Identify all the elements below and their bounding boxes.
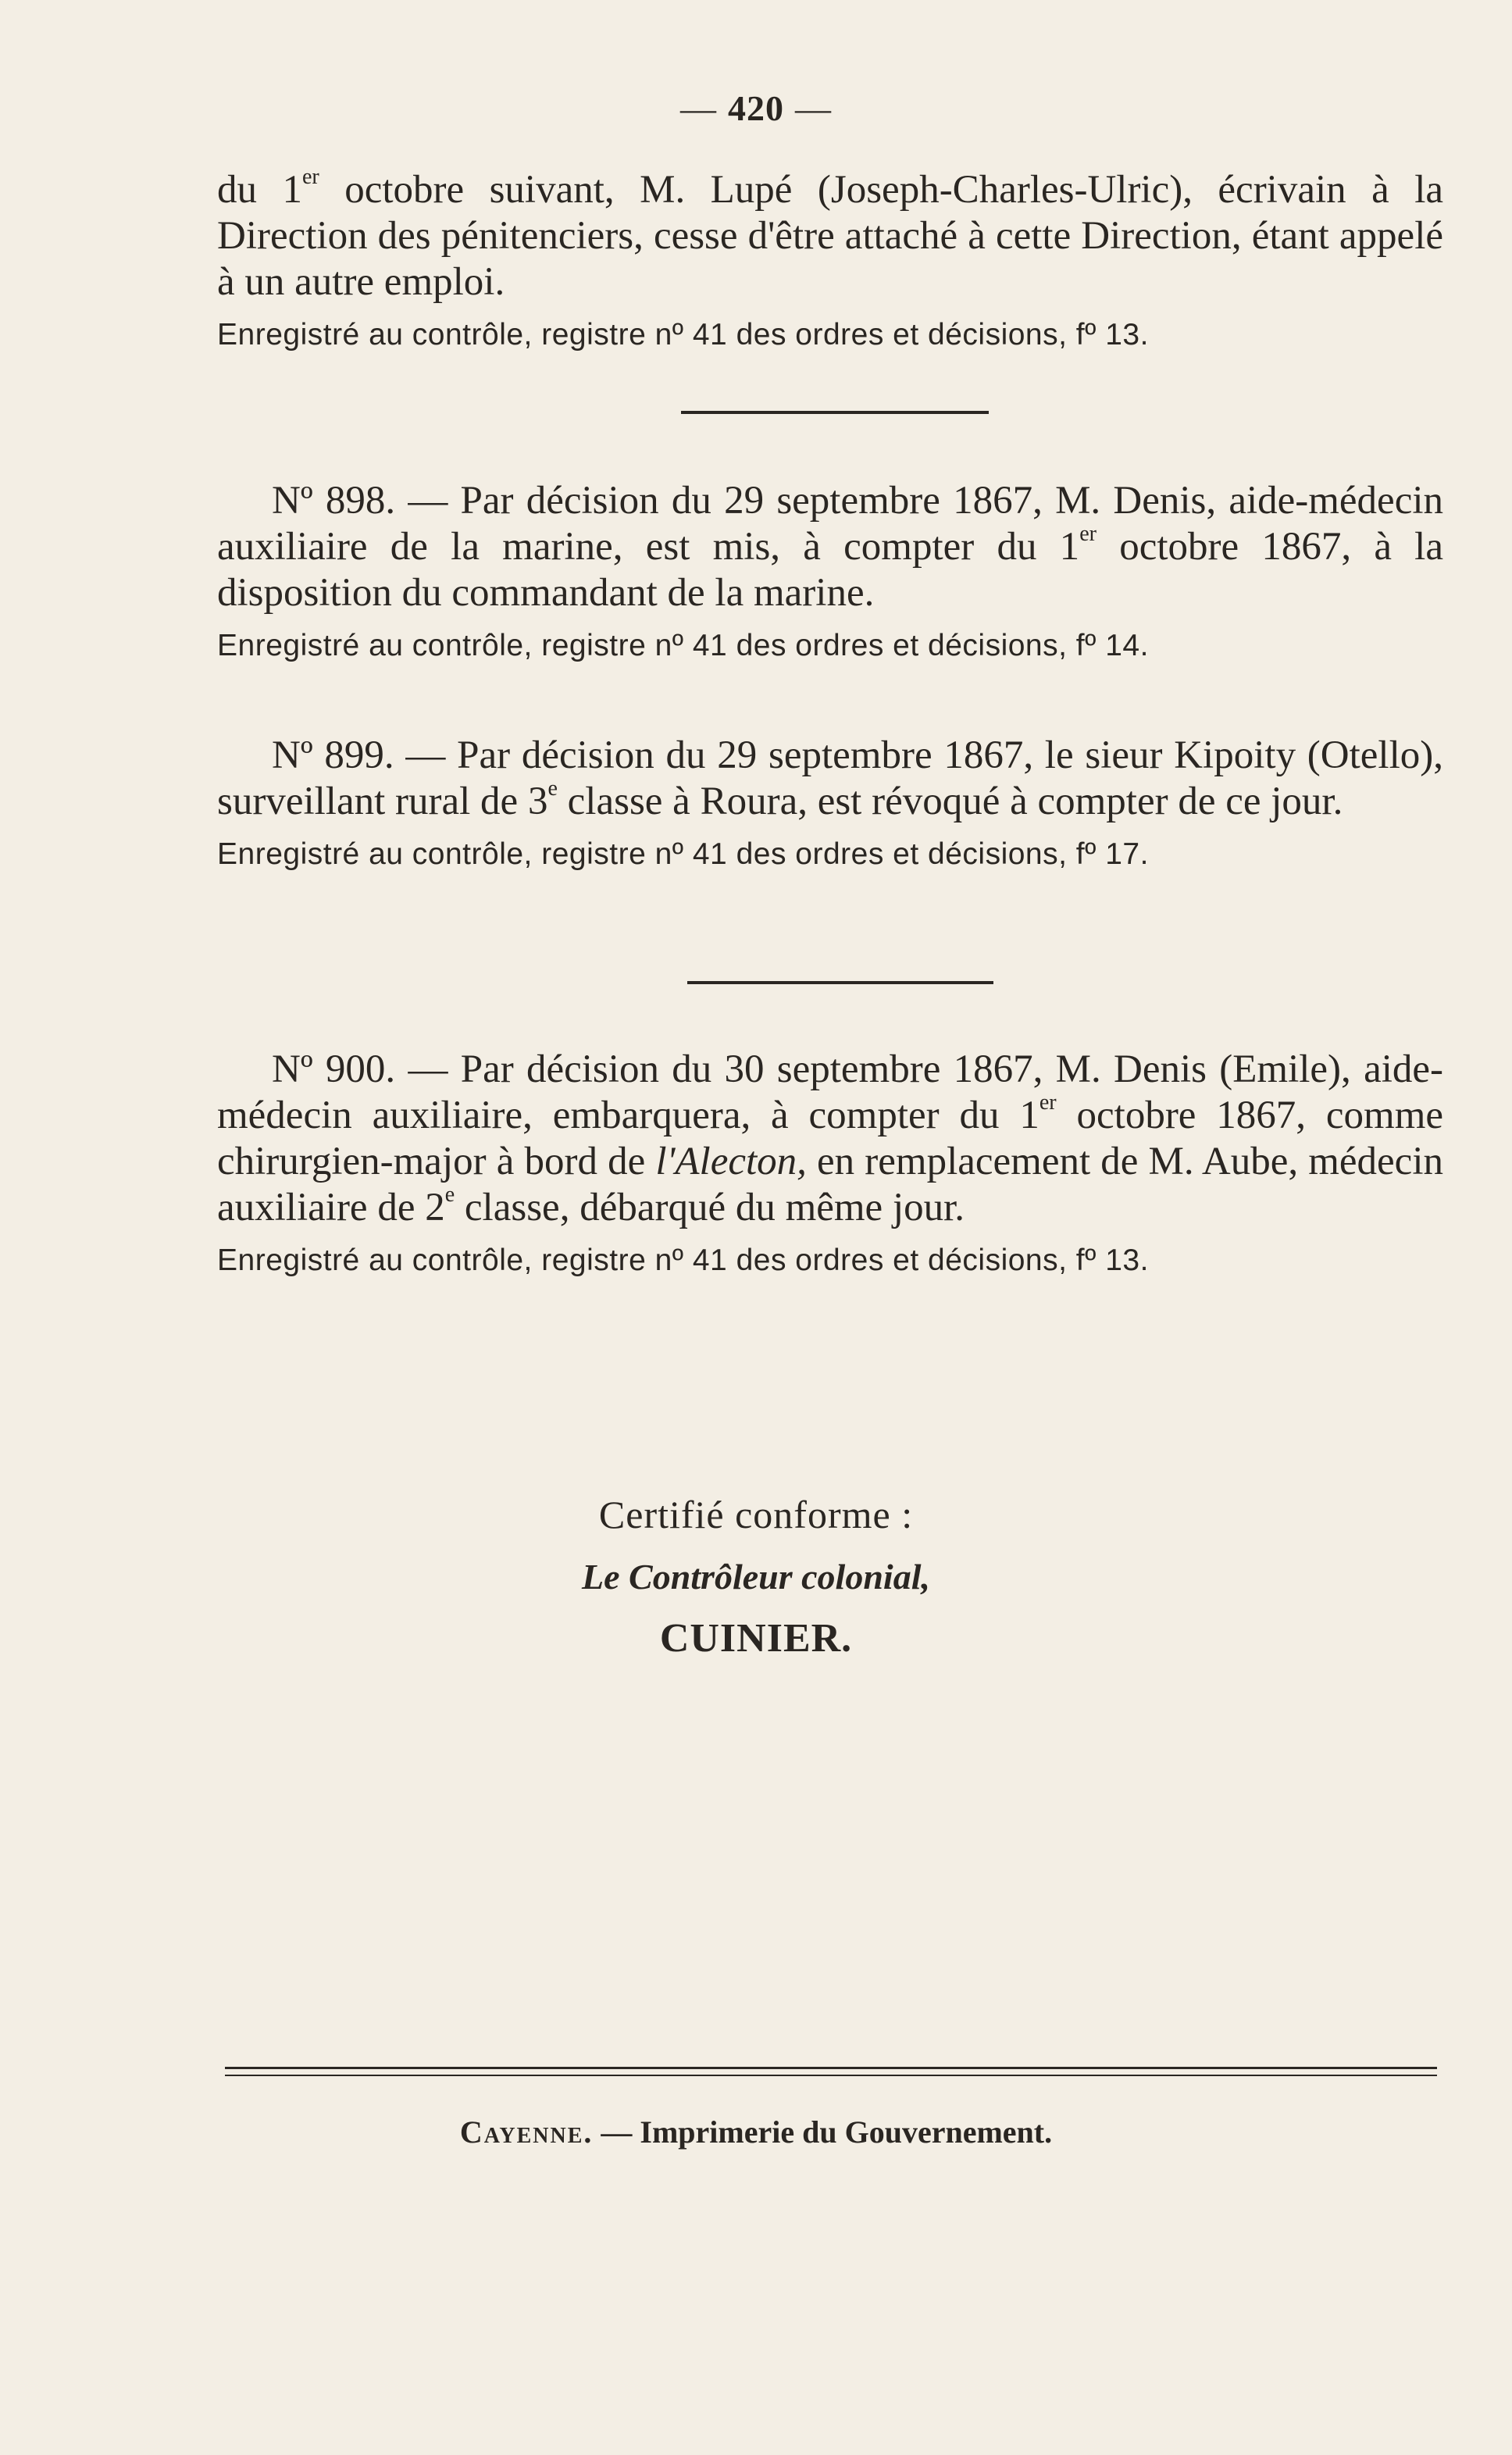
- entry-text: Nº 900. — Par décision du 30 septembre 1867, M. Denis (Emile), aide-médecin auxiliaire, embarquera, à compter du 1er octobre 1867, comme chirurgien-major à bord de l'Alecton, en remplacement de M. Aube, médecin auxiliaire de 2e classe, débarqué du même jour.: [217, 1047, 1444, 1229]
- registration-note: Enregistré au contrôle, registre nº 41 des ordres et décisions, fº 14.: [217, 629, 1149, 662]
- page-number: [0, 87, 1512, 129]
- entry-898: [217, 478, 1443, 665]
- page-number-value: 420: [728, 88, 784, 128]
- entry-continuation: [217, 167, 1443, 354]
- printer-imprint: [0, 2114, 1512, 2150]
- section-divider: [687, 981, 993, 984]
- footer-rule-bottom: [225, 2075, 1437, 2076]
- certification-statement: Certifié conforme :: [598, 1493, 914, 1536]
- registration-note: Enregistré au contrôle, registre nº 41 des ordres et décisions, fº 17.: [217, 837, 1149, 871]
- entry-text: du 1er octobre suivant, M. Lupé (Joseph-Charles-Ulric), écrivain à la Direction des pénitenciers, cesse d'être attaché à cette Direction, étant appelé à un autre emploi.: [217, 165, 1443, 304]
- entry-900: [217, 1047, 1443, 1279]
- registration-note: Enregistré au contrôle, registre nº 41 des ordres et décisions, fº 13.: [217, 1244, 1149, 1277]
- folio-dash-left: —: [680, 88, 717, 128]
- ship-name: l'Alecton,: [655, 1140, 807, 1183]
- folio-dash-right: —: [795, 88, 832, 128]
- section-divider: [681, 411, 989, 414]
- registration-note: Enregistré au contrôle, registre nº 41 des ordres et décisions, fº 13.: [217, 318, 1149, 351]
- entry-899: [217, 733, 1443, 873]
- signatory-name: CUINIER.: [659, 1616, 853, 1661]
- signatory-title: Le Contrôleur colonial,: [582, 1557, 930, 1597]
- imprint-city: Cayenne.: [459, 2114, 594, 2150]
- footer-rule-top: [225, 2067, 1437, 2069]
- imprint-printer: — Imprimerie du Gouvernement.: [593, 2114, 1053, 2150]
- entry-text: Nº 898. — Par décision du 29 septembre 1867, M. Denis, aide-médecin auxiliaire de la marine, est mis, à compter du 1er octobre 1867, à la disposition du commandant de la marine.: [217, 479, 1443, 615]
- entry-text: Nº 899. — Par décision du 29 septembre 1867, le sieur Kipoity (Otello), surveillant rural de 3e classe à Roura, est révoqué à compter de ce jour.: [217, 733, 1443, 823]
